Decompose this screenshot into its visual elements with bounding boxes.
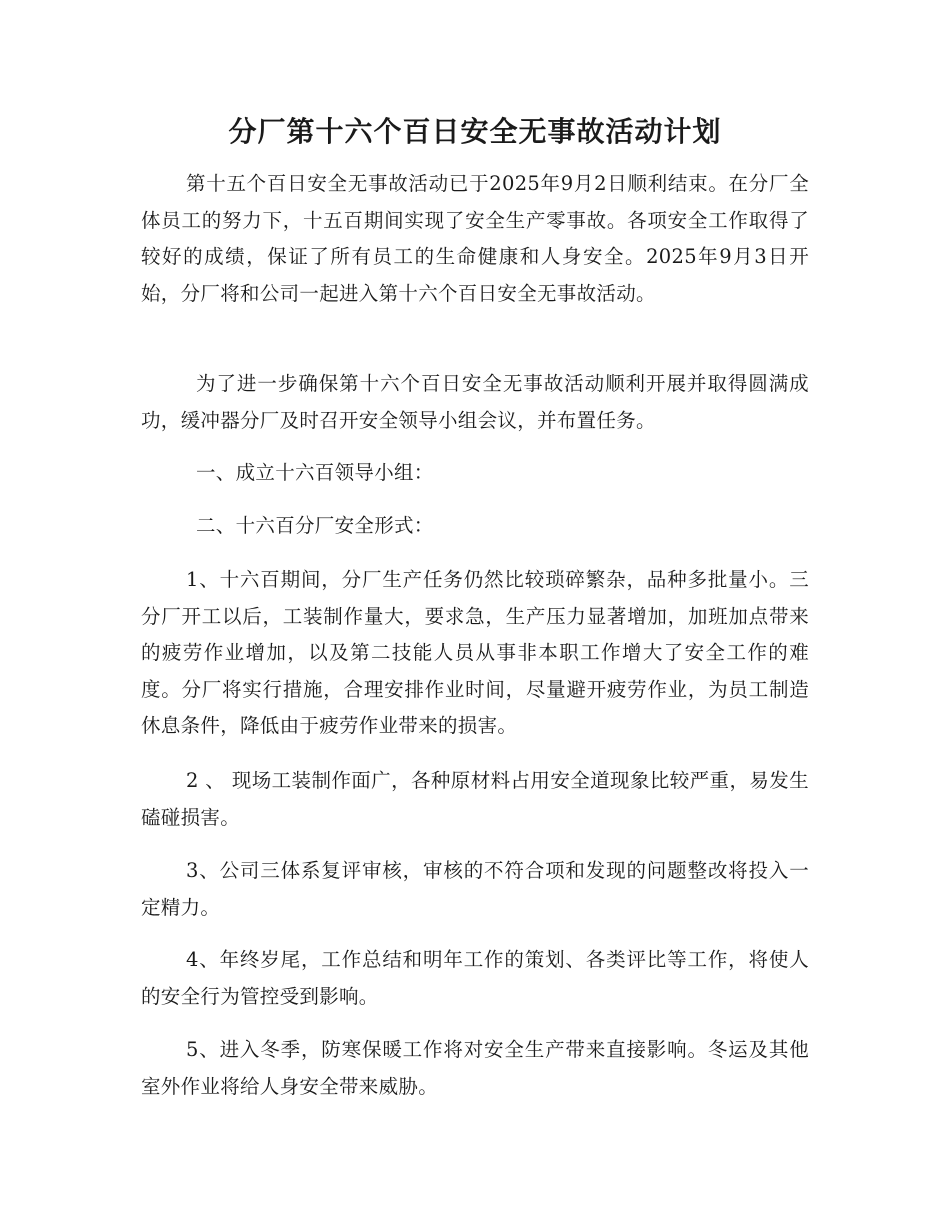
document-title: 分厂第十六个百日安全无事故活动计划 — [228, 115, 722, 148]
list-item-1: 1、十六百期间，分厂生产任务仍然比较琐碎繁杂，品种多批量小。三分厂开工以后，工装制作量大，要求急，生产压力显著增加，加班加点带来的疲劳作业增加，以及第二技能人员从事非本职工作增大了安全工作的难度。分厂将实行措施，合理安排作业时间，尽量避开疲劳作业，为员工制造休息条件，降低由于疲劳作业带来的损害。 — [141, 568, 809, 737]
paragraph-intro: 第十五个百日安全无事故活动已于2025年9月2日顺利结束。在分厂全体员工的努力下，十五百期间实现了安全生产零事故。各项安全工作取得了较好的成绩，保证了所有员工的生命健康和人身安全。2025年9月3日开始，分厂将和公司一起进入第十六个百日安全无事故活动。 — [141, 172, 809, 305]
list-item-3: 3、公司三体系复评审核，审核的不符合项和发现的问题整改将投入一定精力。 — [141, 859, 809, 919]
list-item-4: 4、年终岁尾，工作总结和明年工作的策划、各类评比等工作，将使人的安全行为管控受到影响。 — [141, 948, 809, 1008]
list-item-5: 5、进入冬季，防寒保暖工作将对安全生产带来直接影响。冬运及其他室外作业将给人身安全带来威胁。 — [141, 1038, 809, 1098]
list-item-2: 2 、 现场工装制作面广，各种原材料占用安全道现象比较严重，易发生磕碰损害。 — [141, 769, 809, 829]
paragraph-purpose: 为了进一步确保第十六个百日安全无事故活动顺利开展并取得圆满成功，缓冲器分厂及时召开安全领导小组会议，并布置任务。 — [141, 372, 809, 432]
section-heading-situation: 二、十六百分厂安全形式： — [196, 514, 434, 537]
section-heading-leadership: 一、成立十六百领导小组： — [196, 461, 434, 484]
